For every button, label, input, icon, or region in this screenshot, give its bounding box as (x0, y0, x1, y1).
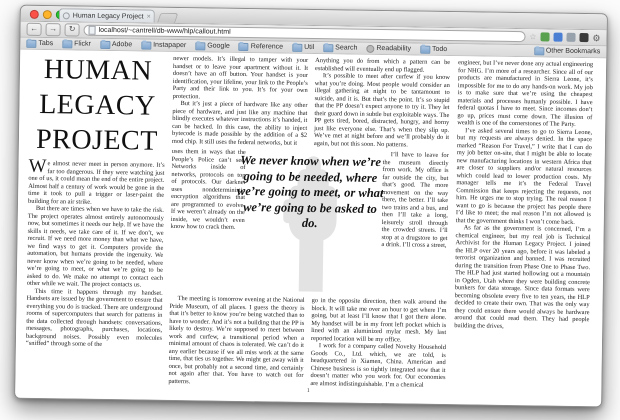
bookmark-star-icon[interactable]: ☆ (529, 32, 537, 42)
url-text[interactable]: localhost/~cantrell/db-www/hlp/callout.html (98, 26, 231, 36)
bookmark-instapaper[interactable]: Instapaper (141, 41, 186, 50)
article-column-3-narrow (381, 151, 448, 249)
folder-icon (239, 42, 249, 50)
wrench-menu-icon[interactable]: ⚙ (592, 32, 601, 43)
folder-icon (323, 44, 333, 52)
folder-icon (534, 47, 544, 55)
bookmark-flickr[interactable]: Flickr (62, 40, 91, 48)
paragraph: newer models. It’s illegal to tamper with your handset or to leave your apartment without it. It doesn’t have an off button. Your handset is your identification, your lifeline, your link to the People’s Party and their link to you. It’s for your own protection. (172, 54, 309, 100)
minimize-window-button[interactable] (43, 10, 52, 19)
bookmark-util[interactable]: Util (292, 43, 314, 51)
paragraph: I’ll have to leave for the museum directly from work. My office is far outside the city, but that’s good. The more movement on the way there, the better. I’ll take two trains and a bus, and then I’ll take a long, leisurely stroll through the crowded streets. I’ll stop at a drugstore to get a drink. I’ll cross a street, (381, 151, 449, 250)
paragraph: e almost never meet in person anymore. It’s far too dangerous. If they were watching just one of us, it could mean the end of the entire project. Almost half a century of work would be gone in the time it took to pull a trigger or laser-paint the building for an air strike. (27, 160, 165, 206)
article-column-3-top (314, 57, 450, 149)
extension-icon-blue[interactable] (553, 33, 562, 42)
article-column-1 (25, 155, 165, 349)
folder-icon (26, 39, 36, 47)
new-tab-button[interactable] (157, 13, 178, 23)
extension-icon-gray[interactable] (566, 33, 575, 42)
paragraph: uses them in ways that the People’s Police can’t see. Networks inside of networks, protocols on top of protocols. Our darknet uses nondeterministic encryption algorithms that are programmed to evolve. If we weren’t already on the inside, we wouldn’t even know how to crack them. (170, 147, 246, 231)
bookmark-adobe[interactable]: Adobe (100, 40, 132, 48)
forward-button[interactable]: → (45, 23, 60, 36)
tab-favicon-icon (63, 12, 70, 19)
folder-icon (62, 40, 72, 48)
bookmark-google[interactable]: Google (195, 42, 230, 51)
headline-line: HUMAN (43, 54, 153, 87)
drop-cap: W (28, 155, 47, 178)
other-bookmarks[interactable]: Other Bookmarks (534, 47, 601, 56)
browser-window (14, 5, 608, 408)
extension-icon-black[interactable] (579, 33, 588, 42)
paragraph: go in the opposite direction, then walk around the block. It will take me over an hour to get where I’m going, but at least I’ll know that I got there alone. My handset will be in my front left pocket which is lined with an aluminized mylar mesh. My last reported location will be my office. (310, 297, 447, 343)
article-column-3-bottom (310, 297, 446, 389)
folder-icon (141, 41, 151, 49)
paragraph: As far as the government is concerned, I’m a chemical engineer, but my real job is Technical Archivist for the Human Legacy Project. I joined the HLP over 20 years ago, before it was labeled a terrorist organization and banned. I was recruited during the transition from Phase One to Phase Two. The HLP had just started hollowing out a mountain in Ogden, Utah where they were building concrete bunkers for data storage. Since data formats were becoming obsolete every five to ten years, the HLP decided to create their own. That was the only way they could ensure there would always be hardware around that could read them. They had people building the drives, (454, 224, 591, 330)
bookmark-todo[interactable]: Todo (420, 45, 447, 53)
paragraph: I’ve asked several times to go to Sierra Leone, but my requests are always denied. In the space marked “Reason For Travel,” I write that I can do my job better on-site, that I might be able to locate new manufacturing locations in western Africa that are closer to suppliers and/or natural resources which could lead to lower production costs. My manager tells me it’s the Federal Travel Commission that keeps rejecting the requests, not him. He urges me to stop trying. The real reason I want to go is because the project has people there I’d like to meet; the real reason I’m not allowed is that the government thinks I won’t come back. (455, 126, 593, 226)
paragraph: This time it happens through my handset. Handsets are issued by the government to ensure that everything you do is tracked. There are underground rooms of supercomputers that search for patterns in the data collected through handsets: conversations, messages, photographs, purchases, locations, background noises. Possibly even molecules “sniffed” through some of the (25, 287, 163, 348)
bookmark-search[interactable]: Search (323, 44, 357, 53)
folder-icon (195, 42, 205, 50)
paragraph: The meeting is tomorrow evening at the National Pride Museum, of all places. I guess the theory is that it’s better to know you’re being watched than to have to wonder. And it’s not a building that the PP is likely to destroy. We’re supposed to meet between work and curfew, a transitional period when a minimal amount of chaos is tolerated. We can’t do it any earlier because if we all miss work at the same time, that ties us together. We might get away with it once, but probably not a second time, and certainly not again after that. You have to watch out for patterns. (168, 295, 305, 385)
paragraph: But it’s just a piece of hardware like any other piece of hardware, and just like any machine that blindly executes whatever instructions it’s handed, it can be hacked. In this case, the ability to inject bytecode is made possible by the addition of a $2 mod chip. It still uses the federal networks, but it (171, 100, 308, 147)
bookmark-readability[interactable]: Readability (366, 44, 411, 53)
page-number: 1 (306, 387, 310, 395)
extension-icon-green[interactable] (540, 32, 549, 41)
reload-button[interactable]: ↻ (64, 23, 79, 36)
paragraph: It’s possible to meet after curfew if you know what you’re doing. Most people would consider an illegal gathering at night to be tantamount to suicide, and it is. But that’s the point. It’s so stupid that the PP doesn’t expect anyone to try it. They let their guard down in subtle but exploitable ways. The PP gets tired, bored, distracted, hungry, and horny just like everyone else. That’s when they slip up. We’ve met at night before and we’ll probably do it again, but not this soon. No patterns. (313, 72, 450, 148)
page-icon (89, 26, 96, 35)
tab-title: Human Legacy Project (72, 11, 144, 20)
page-content (15, 50, 606, 407)
article-column-4 (454, 59, 593, 331)
folder-icon (292, 43, 302, 51)
paragraph: engineer, but I’ve never done any actual engineering for NHG. I’m more of a researcher. Since all of our products are manufactured in Sierra Leone, it’s impossible for me to do any hands-on work. My job is to make sure that we’re using the cheapest materials and processes humanly possible. I have federal quotas I have to meet. Since incomes don’t go up, prices must come down. The illusion of wealth is one of the cornerstones of The Party. (457, 59, 594, 128)
headline-line: LEGACY (38, 88, 156, 122)
headline-line: PROJECT (35, 123, 159, 157)
folder-icon (100, 40, 110, 48)
paragraph: I work for a company called Novelty Household Goods Co., Ltd. which, we are told, is headquartered in Xiamen, China. American and Chinese business is so tightly integrated now that it doesn’t matter who you work for. Our economies are almost indistinguishable. I’m a chemical (310, 342, 446, 389)
browser-tab[interactable] (59, 8, 155, 22)
pull-quote: We never know when we’re going to be needed, where we’re going to meet, or what we’re going to be asked to do. (236, 152, 384, 231)
paragraph: Anything you do from which a pattern can be established will eventually end up flagged. (314, 57, 451, 74)
readability-icon (366, 44, 374, 52)
folder-icon (420, 45, 430, 53)
tab-close-icon[interactable]: × (146, 13, 151, 21)
article-headline (29, 52, 167, 159)
article-column-2-bottom (168, 295, 304, 387)
bookmark-tabs[interactable]: Tabs (26, 39, 53, 47)
close-window-button[interactable] (30, 10, 39, 19)
paragraph: But there are times when we have to take the risk. The project operates almost entirely autonomously now, but sometimes it needs our help. If we have the skills it needs, we take care of it. If we don’t, we recruit. If we need more money than what we have, we find ways to get it. Computers provide the automation, but humans provide the ingenuity. We never know when we’re going to be needed, where we’re going to meet, or what we’re going to be asked to do. We make no attempt to contact each other while we wait. The project contacts us. (26, 204, 164, 289)
article-column-2-top (172, 55, 308, 147)
back-button[interactable]: ← (26, 23, 41, 36)
bookmark-reference[interactable]: Reference (239, 42, 283, 51)
